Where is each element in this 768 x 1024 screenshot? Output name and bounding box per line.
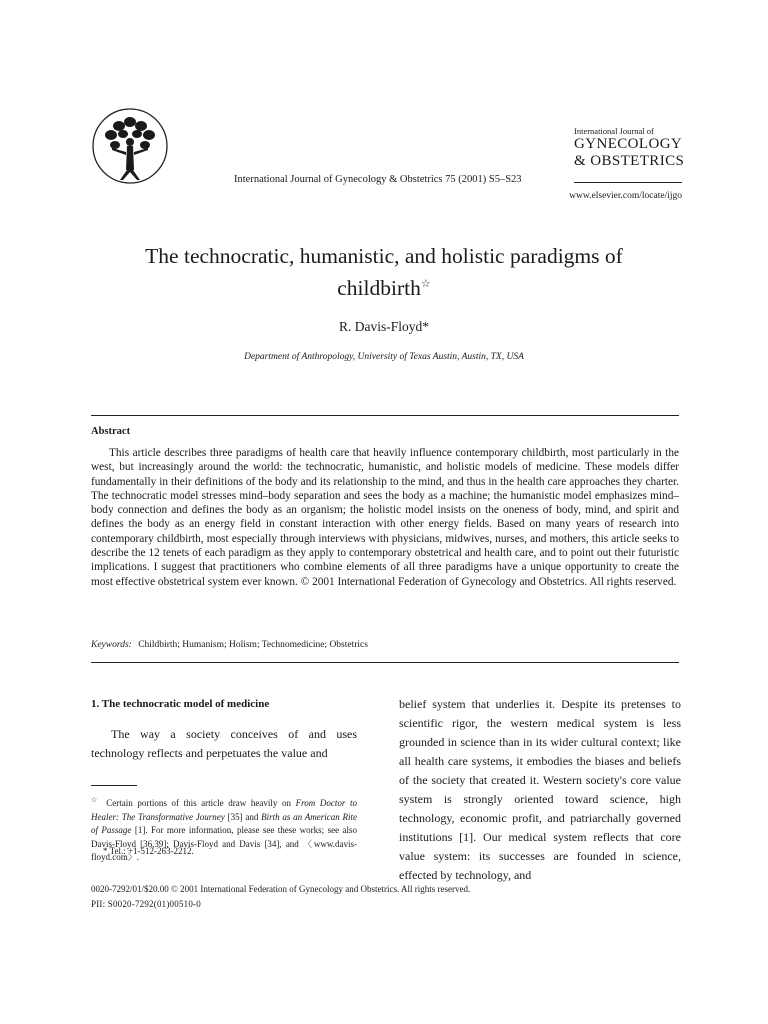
journal-brand-subtitle: International Journal of	[574, 126, 654, 136]
journal-url-link[interactable]: www.elsevier.com/locate/ijgo	[569, 191, 682, 201]
abstract-text: This article describes three paradigms of health care that heavily influence contemporary childbirth, most particularly in the west, but increasingly around the world: the technocratic, humanistic, and holistic models of medicine. These models differ fundamentally in their definitions of the body and its relationship to the mind, and thus in the health care approaches they charter. The technocratic model stresses mind–body separation and sees the body as a machine; the humanistic model emphasizes mind–body connection and defines the body as an organism; the holistic model insists on the oneness of body, mind, and spirit and defines the body as an energy field in constant interaction with other energy fields. Based on many years of research into contemporary childbirth, most especially through interviews with physicians, midwives, nurses, and mothers, this article seeks to describe the 12 tenets of each paradigm as they apply to contemporary obstetrical and health care, and to point out their futuristic implications. I suggest that practitioners who combine elements of all three paradigms have a unique opportunity to create the most effective obstetrical system ever known. © 2001 International Federation of Gynecology and Obstetrics. All rights reserved.	[91, 447, 679, 588]
keywords-values: Childbirth; Humanism; Holism; Technomedicine; Obstetrics	[138, 640, 368, 650]
footnote-part-3: [1]. For more information, please see these works; see also Davis-Floyd [36,39]; Davis-Floyd and Davis [34], and 〈www.davis-floyd.com〉.	[91, 825, 357, 863]
copyright-line: 0020-7292/01/$20.00 © 2001 International Federation of Gynecology and Obstetrics. All rights reserved.	[91, 884, 471, 894]
author-name: R. Davis-Floyd*	[338, 319, 429, 334]
footnote-part-2: [35] and	[224, 811, 262, 822]
footnote-book-1: From Doctor to Healer: The Transformative Journey	[91, 798, 357, 822]
journal-logo-tree-icon	[90, 104, 170, 188]
abstract-bottom-rule	[91, 662, 679, 663]
pii-line: PII: S0020-7292(01)00510-0	[91, 899, 201, 909]
abstract-heading: Abstract	[91, 426, 131, 437]
abstract-top-rule	[91, 415, 679, 416]
author-telephone: * Tel.: +1-512-263-2212.	[103, 846, 194, 856]
article-title	[80, 242, 688, 302]
journal-citation-line: International Journal of Gynecology & Obstetrics 75 (2001) S5–S23	[234, 174, 522, 185]
footnote-part-1: Certain portions of this article draw heavily on	[101, 798, 296, 808]
left-column-paragraph: The way a society conceives of and uses technology reflects and perpetuates the value and	[91, 727, 357, 760]
footnote-mark: ☆	[91, 796, 100, 804]
article-title-line-2: childbirth	[337, 276, 421, 301]
brand-divider	[574, 182, 682, 183]
footnote-rule	[91, 785, 137, 786]
journal-brand-line-1: GYNECOLOGY	[574, 136, 683, 152]
journal-brand-line-2: & OBSTETRICS	[574, 153, 685, 169]
title-footnote-mark[interactable]: ☆	[420, 278, 431, 290]
right-column-paragraph: belief system that underlies it. Despite its pretenses to scientific rigor, the western medical system is less grounded in science than in its wider cultural context; like all health care systems, it embodies the biases and beliefs of the society that created it. Western society's core value system is strongly oriented toward science, high technology, economic profit, and patriarchally governed institutions [1]. Our medical system reflects that core value system: its successes are founded in science, effected by technology, and	[399, 697, 681, 882]
author-affiliation: Department of Anthropology, University of Texas Austin, Austin, TX, USA	[244, 352, 524, 362]
article-title-line-1: The technocratic, humanistic, and holistic paradigms of	[145, 244, 623, 268]
footnote-book-2: Birth as an American Rite of Passage	[91, 811, 357, 836]
keywords-label: Keywords:	[91, 640, 132, 650]
keywords-line	[91, 640, 368, 650]
section-heading: 1. The technocratic model of medicine	[91, 698, 270, 710]
journal-brand	[574, 126, 686, 170]
